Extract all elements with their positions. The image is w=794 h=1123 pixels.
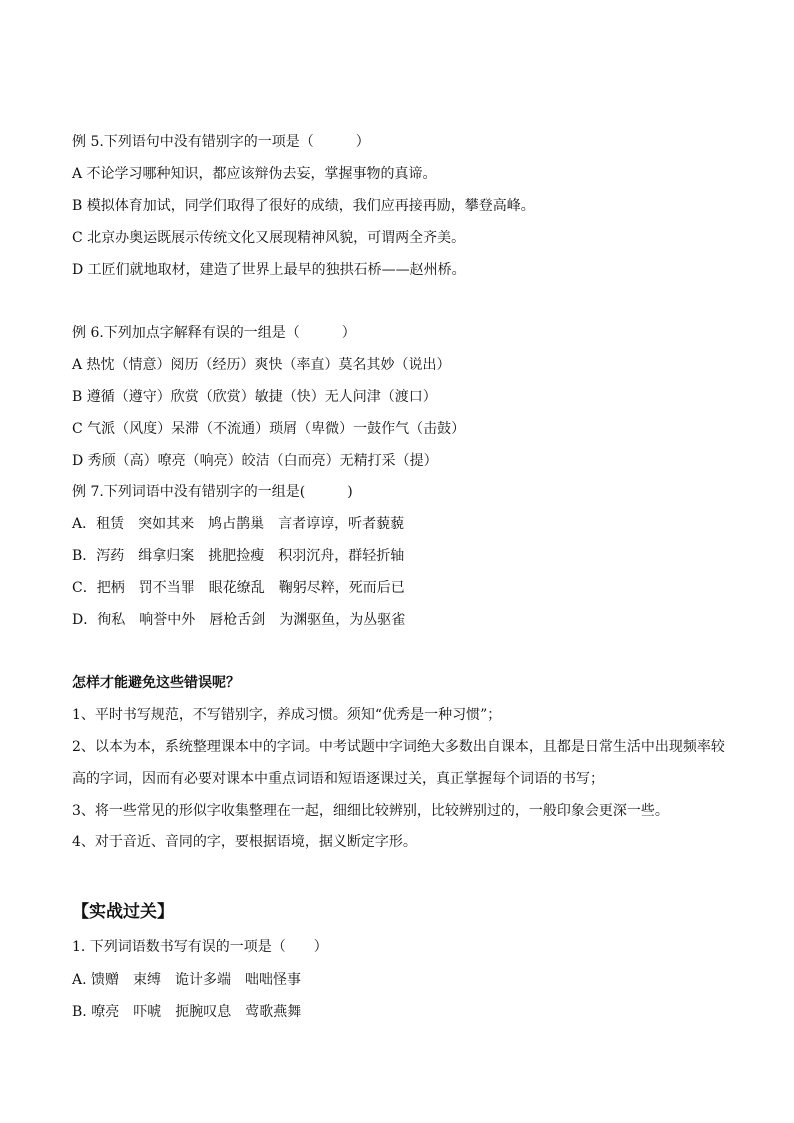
example-6-option-a: A 热忱（情意）阅历（经历）爽快（率直）莫名其妙（说出） bbox=[72, 357, 451, 373]
tip-2: 2、以本为本，系统整理课本中的字词。中考试题中字词绝大多数出自课本，且都是日常生活中出现频率较 bbox=[72, 739, 725, 755]
avoid-errors-heading: 怎样才能避免这些错误呢？ bbox=[72, 675, 240, 691]
example-5-option-c: C 北京办奥运既展示传统文化又展现精神风貌，可谓两全齐美。 bbox=[72, 230, 466, 246]
example-7-option-c: C．把柄 罚不当罪 眼花缭乱 鞠躬尽粹，死而后已 bbox=[72, 580, 405, 596]
tip-1: 1、平时书写规范，不写错别字，养成习惯。须知“优秀是一种习惯”； bbox=[72, 707, 502, 723]
example-5-option-a: A 不论学习哪种知识，都应该辩伪去妄，掌握事物的真谛。 bbox=[72, 166, 437, 182]
practice-q1-option-a: A. 馈赠 束缚 诡计多端 咄咄怪事 bbox=[72, 972, 302, 988]
tip-4: 4、对于音近、音同的字，要根据语境，据义断定字形。 bbox=[72, 834, 417, 850]
example-5-option-d: D 工匠们就地取材，建造了世界上最早的独拱石桥——赵州桥。 bbox=[72, 262, 466, 278]
example-6-question: 例 6.下列加点字解释有误的一组是（ ） bbox=[72, 325, 356, 341]
example-7-option-d: D．徇私 响誉中外 唇枪舌剑 为渊驱鱼，为丛驱雀 bbox=[72, 612, 406, 628]
example-7-option-b: B．泻药 缉拿归案 挑肥捡瘦 积羽沉舟，群轻折轴 bbox=[72, 548, 405, 564]
practice-question-1: 1. 下列词语数书写有误的一项是（ ） bbox=[72, 939, 328, 955]
example-6-option-c: C 气派（风度）呆滞（不流通）琐屑（卑微）一鼓作气（击鼓） bbox=[72, 421, 466, 437]
example-7-option-a: A．租赁 突如其来 鸠占鹊巢 言者谆谆，听者藐藐 bbox=[72, 516, 405, 532]
tip-2-continued: 高的字词，因而有必要对课本中重点词语和短语逐课过关，真正掌握每个词语的书写； bbox=[72, 771, 604, 787]
example-6-option-d: D 秀颀（高）嘹亮（响亮）皎洁（白而亮）无精打采（提） bbox=[72, 453, 438, 469]
example-5-question: 例 5.下列语句中没有错别字的一项是（ ） bbox=[72, 134, 370, 150]
tip-3: 3、将一些常见的形似字收集整理在一起，细细比较辨别，比较辨别过的，一般印象会更深一些。 bbox=[72, 803, 669, 819]
example-5-option-b: B 模拟体育加试，同学们取得了很好的成绩，我们应再接再励，攀登高峰。 bbox=[72, 198, 535, 214]
example-7-question: 例 7.下列词语中没有错别字的一组是( ) bbox=[72, 484, 353, 500]
practice-section-title: 【实战过关】 bbox=[72, 902, 174, 922]
practice-q1-option-b: B. 嘹亮 吓唬 扼腕叹息 莺歌燕舞 bbox=[72, 1004, 302, 1020]
example-6-option-b: B 遵循（遵守）欣赏（欣赏）敏捷（快）无人问津（渡口） bbox=[72, 389, 437, 405]
